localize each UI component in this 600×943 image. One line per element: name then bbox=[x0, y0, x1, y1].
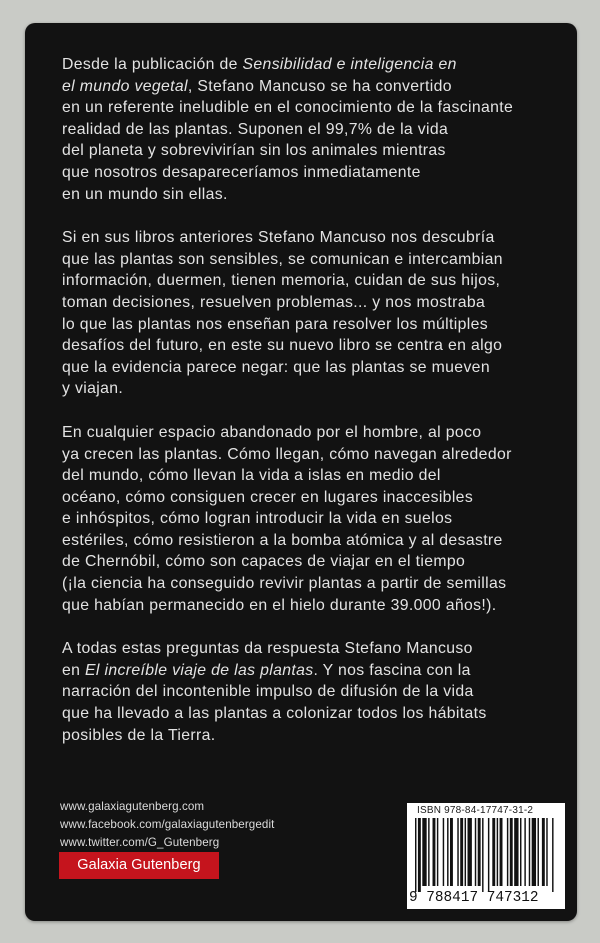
facebook-link[interactable]: www.facebook.com/galaxiagutenbergedit bbox=[60, 817, 275, 831]
barcode-bar bbox=[460, 818, 463, 886]
blurb-text: , Stefano Mancuso se ha convertido bbox=[187, 77, 452, 95]
barcode-bar bbox=[465, 818, 466, 886]
barcode-bar bbox=[475, 818, 476, 886]
blurb-text: narración del incontenible impulso de difusión de la vida bbox=[62, 683, 474, 701]
blurb-line: En cualquier espacio abandonado por el hombre, al poco bbox=[62, 423, 482, 441]
barcode-bar bbox=[457, 818, 458, 886]
blurb-text: Desde la publicación de bbox=[62, 56, 243, 73]
barcode-bar bbox=[443, 818, 444, 886]
blurb-line bbox=[62, 184, 552, 206]
publisher-logo: Galaxia Gutenberg bbox=[59, 852, 219, 879]
barcode-bar bbox=[488, 818, 489, 892]
barcode-bar bbox=[546, 818, 547, 886]
blurb-line: estériles, cómo resistieron a la bomba atómica y al desastre bbox=[62, 531, 503, 549]
barcode-bar bbox=[437, 818, 438, 886]
barcode-digits: 9 788417 747312 bbox=[409, 890, 539, 906]
blurb-line: desafíos del futuro, en este su nuevo libro se centra en algo bbox=[62, 337, 503, 355]
twitter-link[interactable]: www.twitter.com/G_Gutenberg bbox=[60, 835, 220, 849]
blurb-paragraph-2 bbox=[62, 227, 552, 400]
website-link[interactable]: www.galaxiagutenberg.com bbox=[60, 800, 205, 813]
blurb-paragraph-4 bbox=[62, 638, 552, 746]
barcode-bar bbox=[552, 818, 553, 892]
blurb-line: del mundo, cómo llevan la vida a islas en medio del bbox=[62, 467, 441, 485]
blurb-text: en un referente ineludible en el conocimiento de la fascinante bbox=[62, 99, 514, 117]
barcode-bar bbox=[418, 818, 421, 892]
barcode-bar bbox=[492, 818, 495, 886]
blurb-text: que ha llevado a las plantas a colonizar todos los hábitats bbox=[62, 705, 487, 723]
blurb-text: . Y nos fascina con la bbox=[313, 661, 471, 679]
blurb-line: (¡la ciencia ha conseguido revivir plantas a partir de semillas bbox=[62, 575, 507, 593]
blurb-text: en un mundo sin ellas. bbox=[62, 185, 228, 203]
barcode-bar bbox=[422, 818, 426, 886]
barcode-bar bbox=[529, 818, 530, 886]
blurb-paragraph-1 bbox=[62, 54, 552, 205]
book-title-italic: Sensibilidad e inteligencia en bbox=[242, 56, 457, 73]
barcode-bar bbox=[433, 818, 436, 886]
blurb-line bbox=[62, 140, 552, 162]
barcode-bar bbox=[428, 818, 429, 886]
blurb-line: información, duermen, tienen memoria, cuidan de sus hijos, bbox=[62, 272, 501, 290]
barcode-bar bbox=[514, 818, 518, 886]
barcode-bar bbox=[542, 818, 545, 886]
book-title-italic: El increíble viaje de las plantas bbox=[85, 661, 314, 679]
blurb-line: de Chernóbil, cómo son capaces de viajar en el tiempo bbox=[62, 553, 466, 571]
blurb-line bbox=[62, 76, 552, 98]
barcode-icon bbox=[415, 818, 555, 892]
barcode-bar bbox=[532, 818, 536, 886]
barcode-bar bbox=[524, 818, 525, 886]
barcode-bar bbox=[468, 818, 472, 886]
barcode-bar bbox=[497, 818, 498, 886]
blurb-line: océano, cómo consiguen crecer en lugares inaccesibles bbox=[62, 488, 474, 506]
blurb-line bbox=[62, 725, 552, 747]
blurb-line: que la evidencia parece negar: que las plantas se mueven bbox=[62, 358, 490, 376]
book-back-cover bbox=[25, 23, 577, 921]
blurb-line bbox=[62, 703, 552, 725]
blurb-text: del planeta y sobrevivirían sin los animales mientras bbox=[62, 142, 446, 160]
blurb-line: e inhóspitos, cómo logran introducir la vida en suelos bbox=[62, 510, 453, 528]
blurb-line bbox=[62, 660, 552, 682]
blurb-paragraph-3 bbox=[62, 422, 552, 616]
publisher-links bbox=[60, 798, 274, 851]
blurb-text: posibles de la Tierra. bbox=[62, 726, 216, 744]
blurb-text: en bbox=[62, 661, 86, 679]
blurb-text: realidad de las plantas. Suponen el 99,7% de la vida bbox=[62, 120, 449, 138]
barcode-label bbox=[407, 803, 565, 909]
blurb-line: ya crecen las plantas. Cómo llegan, cómo navegan alrededor bbox=[62, 445, 512, 463]
isbn-text: ISBN 978-84-17747-31-2 bbox=[417, 805, 534, 816]
blurb-line bbox=[62, 119, 552, 141]
barcode-bar bbox=[447, 818, 448, 886]
book-title-italic: el mundo vegetal bbox=[62, 77, 188, 95]
barcode-bar bbox=[415, 818, 416, 892]
blurb-line: Si en sus libros anteriores Stefano Mancuso nos descubría bbox=[62, 229, 495, 247]
barcode-bar bbox=[500, 818, 503, 886]
blurb-line: lo que las plantas nos enseñan para resolver los múltiples bbox=[62, 315, 488, 333]
barcode-bar bbox=[507, 818, 508, 886]
blurb-line bbox=[62, 681, 552, 703]
blurb-line bbox=[62, 54, 552, 76]
blurb-line: que las plantas son sensibles, se comunican e intercambian bbox=[62, 250, 503, 268]
blurb-line: que habían permanecido en el hielo durante 39.000 años!). bbox=[62, 596, 497, 614]
blurb-line: toman decisiones, resuelven problemas... y nos mostraba bbox=[62, 293, 486, 311]
blurb-line bbox=[62, 97, 552, 119]
blurb-text: A todas estas preguntas da respuesta Stefano Mancuso bbox=[62, 640, 473, 658]
barcode-bar bbox=[478, 818, 481, 886]
barcode-bar bbox=[520, 818, 521, 886]
blurb-line bbox=[62, 638, 552, 660]
blurb-text: que nosotros desapareceríamos inmediatamente bbox=[62, 163, 421, 181]
cover-blurb bbox=[62, 54, 552, 768]
barcode-bar bbox=[510, 818, 513, 886]
barcode-bar bbox=[482, 818, 483, 892]
blurb-line bbox=[62, 162, 552, 184]
blurb-line: y viajan. bbox=[62, 380, 124, 398]
barcode-bar bbox=[538, 818, 539, 886]
barcode-bar bbox=[450, 818, 453, 886]
